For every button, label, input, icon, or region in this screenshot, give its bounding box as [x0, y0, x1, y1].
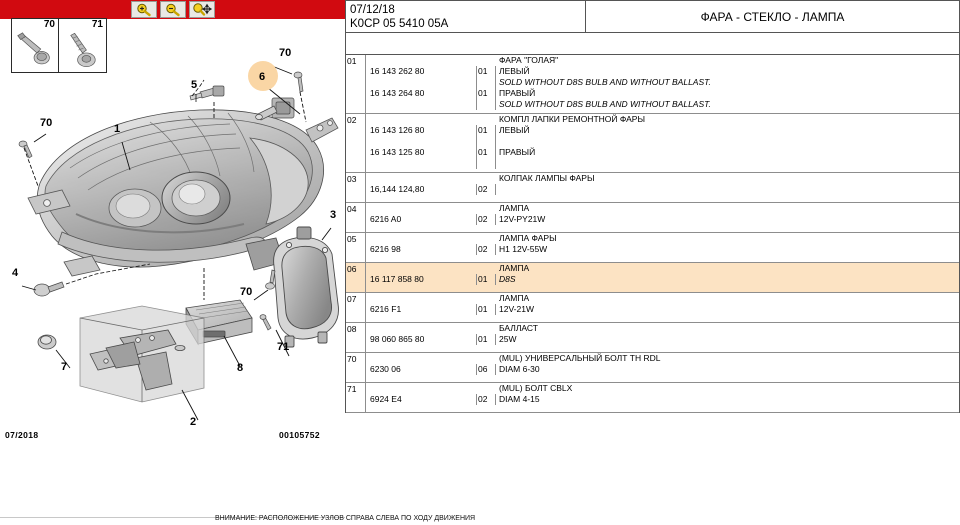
part-number	[366, 99, 476, 110]
row-line	[366, 88, 959, 99]
row-title: ЛАМПА ФАРЫ	[499, 233, 557, 243]
part-number	[366, 77, 476, 88]
row-title: (MUL) БОЛТ CBLX	[499, 383, 573, 393]
part-number: 16 143 262 80	[370, 66, 425, 76]
row-item-number: 70	[346, 353, 366, 382]
diagram-callout: 8	[237, 362, 244, 374]
row-line	[366, 158, 959, 169]
diagram-callout: 70	[279, 47, 292, 59]
table-row[interactable]	[346, 203, 959, 233]
part-number	[366, 158, 476, 169]
description: SOLD WITHOUT D8S BULB AND WITHOUT BALLAST.	[499, 99, 711, 109]
quantity	[476, 158, 496, 169]
part-number: 16 143 125 80	[370, 147, 425, 157]
description: H1 12V-55W	[499, 244, 548, 254]
table-row[interactable]	[346, 233, 959, 263]
part-number: 6216 A0	[370, 214, 402, 224]
table-row[interactable]	[346, 173, 959, 203]
row-line	[366, 244, 959, 255]
header-meta	[346, 1, 586, 32]
row-content	[366, 233, 959, 262]
table-row[interactable]	[346, 293, 959, 323]
description: ПРАВЫЙ	[499, 147, 536, 157]
table-column-header-row	[345, 33, 960, 55]
diagram-id-footer: 00105752	[279, 430, 321, 440]
part-number: 16 143 126 80	[370, 125, 425, 135]
bottom-note-strip	[0, 515, 960, 525]
row-content	[366, 383, 959, 412]
row-content	[366, 323, 959, 352]
diagram-callout: 71	[277, 341, 290, 353]
row-item-number: 07	[346, 293, 366, 322]
zoom-toolbar	[0, 0, 345, 19]
header-title-cell	[586, 1, 959, 32]
description: ЛЕВЫЙ	[499, 125, 530, 135]
quantity	[476, 99, 496, 110]
diagram-callout: 5	[191, 79, 198, 91]
row-line	[366, 394, 959, 405]
description: SOLD WITHOUT D8S BULB AND WITHOUT BALLAST.	[499, 77, 711, 87]
row-content	[366, 55, 959, 113]
row-content	[366, 173, 959, 202]
quantity: 02	[476, 214, 496, 225]
detail-box-label: 71	[91, 19, 103, 30]
diagram-callout: 7	[61, 361, 68, 373]
quantity	[476, 136, 496, 147]
part-number: 16 143 264 80	[370, 88, 425, 98]
part-number: 6216 F1	[370, 304, 402, 314]
row-title: ЛАМПА	[499, 263, 530, 273]
row-content	[366, 203, 959, 232]
table-row[interactable]	[346, 55, 959, 114]
row-item-number: 02	[346, 114, 366, 172]
diagram-callout: 2	[190, 416, 197, 428]
row-line	[366, 334, 959, 345]
header-date: 07/12/18	[350, 4, 395, 16]
table-row[interactable]	[346, 383, 959, 413]
table-header	[345, 0, 960, 33]
row-title: (MUL) УНИВЕРСАЛЬНЫЙ БОЛТ TH RDL	[499, 353, 661, 363]
row-line	[366, 214, 959, 225]
table-row[interactable]	[346, 114, 959, 173]
quantity: 02	[476, 244, 496, 255]
quantity: 01	[476, 66, 496, 77]
row-line	[366, 77, 959, 88]
description: DIAM 6-30	[499, 364, 540, 374]
row-item-number: 04	[346, 203, 366, 232]
quantity	[476, 77, 496, 88]
row-line	[366, 99, 959, 110]
row-content	[366, 293, 959, 322]
description	[496, 136, 959, 147]
quantity: 01	[476, 334, 496, 345]
headlight-exploded-diagram	[0, 18, 345, 443]
table-row[interactable]	[346, 263, 959, 293]
description: DIAM 4-15	[499, 394, 540, 404]
part-number: 98 060 865 80	[370, 334, 425, 344]
row-title: КОЛПАК ЛАМПЫ ФАРЫ	[499, 173, 595, 183]
detail-box-label: 70	[43, 19, 55, 30]
part-number	[366, 136, 476, 147]
quantity: 01	[476, 304, 496, 315]
row-line	[366, 274, 959, 285]
diagram-date-footer: 07/2018	[5, 430, 39, 440]
row-title: ФАРА "ГОЛАЯ"	[499, 55, 559, 65]
row-line	[366, 304, 959, 315]
diagram-callout: 3	[330, 209, 337, 221]
quantity: 01	[476, 88, 496, 99]
table-row[interactable]	[346, 353, 959, 383]
row-title: КОМПЛ ЛАПКИ РЕМОНТНОЙ ФАРЫ	[499, 114, 646, 124]
diagram-callout: 6	[259, 71, 266, 83]
diagram-panel	[0, 0, 345, 525]
zoom-out-button[interactable]	[160, 1, 186, 18]
diagram-callout: 70	[40, 117, 53, 129]
header-code: K0CP 05 5410 05A	[350, 18, 449, 30]
quantity: 01	[476, 147, 496, 158]
row-item-number: 05	[346, 233, 366, 262]
part-number: 16,144 124,80	[370, 184, 425, 194]
zoom-in-button[interactable]	[131, 1, 157, 18]
row-item-number: 71	[346, 383, 366, 412]
row-content	[366, 353, 959, 382]
row-item-number: 03	[346, 173, 366, 202]
quantity: 02	[476, 394, 496, 405]
bottom-note-text: ВНИМАНИЕ: РАСПОЛОЖЕНИЕ УЗЛОВ СПРАВА СЛЕВА ПО ХОДУ ДВИЖЕНИЯ	[215, 515, 476, 522]
row-item-number: 01	[346, 55, 366, 113]
description: 25W	[499, 334, 517, 344]
part-number: 6924 E4	[370, 394, 402, 404]
parts-table	[345, 55, 960, 413]
quantity: 01	[476, 274, 496, 285]
description: 12V-PY21W	[499, 214, 546, 224]
table-row[interactable]	[346, 323, 959, 353]
row-title: БАЛЛАСТ	[499, 323, 538, 333]
page-title: ФАРА - СТЕКЛО - ЛАМПА	[700, 9, 845, 24]
description	[496, 184, 959, 195]
description: ПРАВЫЙ	[499, 88, 536, 98]
row-line	[366, 125, 959, 136]
row-line	[366, 66, 959, 77]
row-title: ЛАМПА	[499, 203, 530, 213]
row-line	[366, 184, 959, 195]
parts-table-panel	[345, 0, 960, 525]
row-content	[366, 263, 959, 292]
zoom-pan-button[interactable]	[189, 1, 215, 18]
part-number: 6216 98	[370, 244, 401, 254]
quantity: 01	[476, 125, 496, 136]
quantity: 02	[476, 184, 496, 195]
row-line	[366, 136, 959, 147]
description: 12V-21W	[499, 304, 534, 314]
description: ЛЕВЫЙ	[499, 66, 530, 76]
row-line	[366, 147, 959, 158]
row-title: ЛАМПА	[499, 293, 530, 303]
description	[496, 158, 959, 169]
row-content	[366, 114, 959, 172]
description: D8S	[499, 274, 516, 284]
part-number: 6230 06	[370, 364, 401, 374]
diagram-callout: 1	[114, 123, 121, 135]
part-number: 16 117 858 80	[370, 274, 424, 284]
quantity: 06	[476, 364, 496, 375]
row-line	[366, 364, 959, 375]
row-item-number: 06	[346, 263, 366, 292]
diagram-callout: 4	[12, 267, 19, 279]
diagram-callout: 70	[240, 286, 253, 298]
row-item-number: 08	[346, 323, 366, 352]
